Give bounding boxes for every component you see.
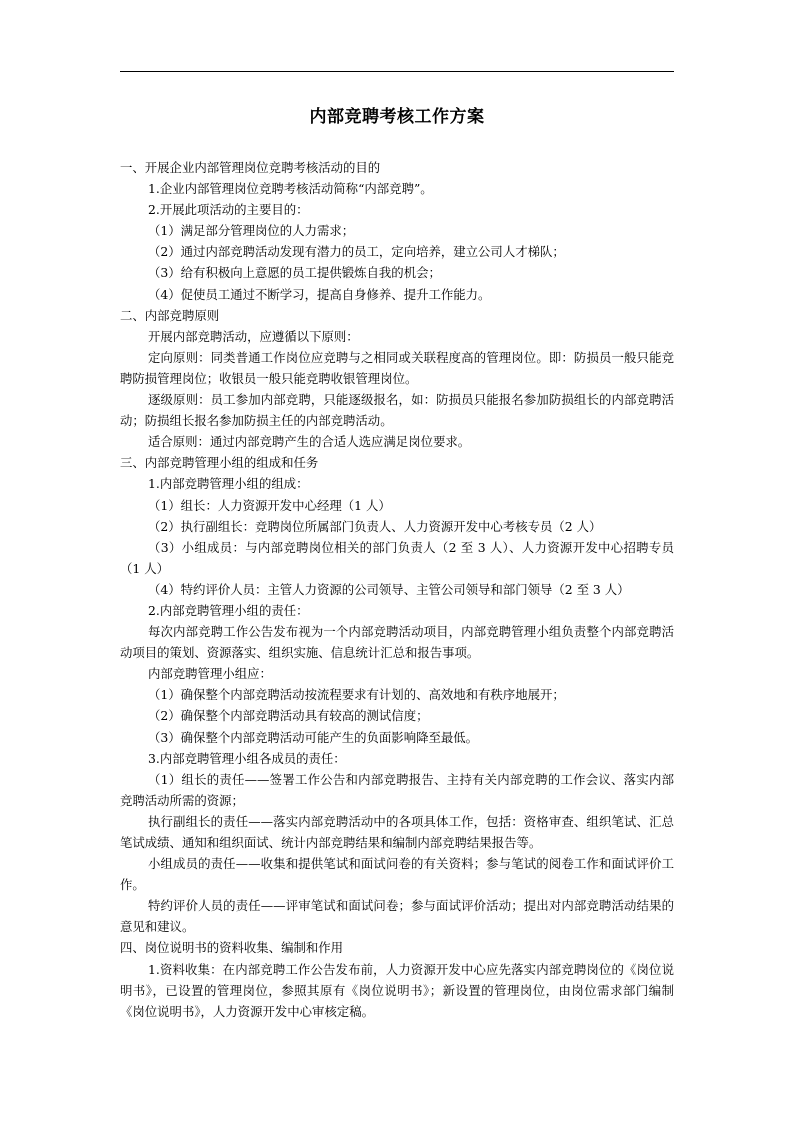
list-item: （3）小组成员：与内部竞聘岗位相关的部门负责人（2 至 3 人）、人力资源开发中心招聘专员（1 人） [120,539,674,576]
paragraph: 1.资料收集：在内部竞聘工作公告发布前，人力资源开发中心应先落实内部竞聘岗位的《岗位说明书》，已设置的管理岗位，参照其原有《岗位说明书》；新设置的管理岗位，由岗位需求部门编制《岗位说明书》，人力资源开发中心审核定稿。 [120,961,674,1019]
paragraph: 小组成员的责任——收集和提供笔试和面试问卷的有关资料；参与笔试的阅卷工作和面试评价工作。 [120,856,674,893]
section-heading-3: 三、内部竞聘管理小组的组成和任务 [120,455,319,471]
paragraph: 开展内部竞聘活动，应遵循以下原则： [148,328,359,344]
section-heading-1: 一、开展企业内部管理岗位竞聘考核活动的目的 [120,160,381,175]
list-item: （2）通过内部竞聘活动发现有潜力的员工，定向培养，建立公司人才梯队； [148,244,565,260]
section-heading-2: 二、内部竞聘原则 [120,307,220,323]
list-item: （1）确保整个内部竞聘活动按流程要求有计划的、高效地和有秩序地展开； [148,687,565,703]
document-title: 内部竞聘考核工作方案 [309,107,485,127]
paragraph: 2.开展此项活动的主要目的： [148,202,309,218]
list-item: （1）组长的责任——签署工作公告和内部竞聘报告、主持有关内部竞聘的工作会议、落实内部竞聘活动所需的资源； [120,771,674,808]
paragraph: 2.内部竞聘管理小组的责任： [148,602,309,618]
header-rule [120,71,674,72]
paragraph: 每次内部竞聘工作公告发布视为一个内部竞聘活动项目，内部竞聘管理小组负责整个内部竞聘活动项目的策划、资源落实、组织实施、信息统计汇总和报告事项。 [120,624,674,661]
paragraph: 适合原则：通过内部竞聘产生的合适人选应满足岗位要求。 [148,434,471,450]
list-item: （3）给有积极向上意愿的员工提供锻炼自我的机会； [148,265,441,281]
paragraph: 执行副组长的责任——落实内部竞聘活动中的各项具体工作，包括：资格审查、组织笔试、汇总笔试成绩、通知和组织面试、统计内部竞聘结果和编制内部竞聘结果报告等。 [120,813,674,850]
list-item: （3）确保整个内部竞聘活动可能产生的负面影响降至最低。 [148,729,479,745]
list-item: （1）组长：人力资源开发中心经理（1 人） [148,497,391,513]
paragraph: 3.内部竞聘管理小组各成员的责任： [148,750,346,766]
section-heading-4: 四、岗位说明书的资料收集、编制和作用 [120,940,344,956]
paragraph: 1.内部竞聘管理小组的组成： [148,476,309,492]
document-body [120,157,674,1022]
paragraph: 1.企业内部管理岗位竞聘考核活动简称“内部竞聘”。 [148,181,433,197]
paragraph: 内部竞聘管理小组应： [148,666,272,682]
list-item: （1）满足部分管理岗位的人力需求； [148,223,355,239]
paragraph: 逐级原则：员工参加内部竞聘，只能逐级报名，如：防损员只能报名参加防损组长的内部竞聘活动；防损组长报名参加防损主任的内部竞聘活动。 [120,392,674,429]
paragraph: 定向原则：同类普通工作岗位应竞聘与之相同或关联程度高的管理岗位。即：防损员一般只能竞聘防损管理岗位；收银员一般只能竞聘收银管理岗位。 [120,349,674,386]
list-item: （2）确保整个内部竞聘活动具有较高的测试信度； [148,708,429,724]
list-item: （4）特约评价人员：主管人力资源的公司领导、主管公司领导和部门领导（2 至 3 人） [148,581,630,597]
list-item: （4）促使员工通过不断学习，提高自身修养、提升工作能力。 [148,286,491,302]
list-item: （2）执行副组长：竞聘岗位所属部门负责人、人力资源开发中心考核专员（2 人） [148,518,602,534]
paragraph: 特约评价人员的责任——评审笔试和面试问卷；参与面试评价活动；提出对内部竞聘活动结果的意见和建议。 [120,898,674,935]
